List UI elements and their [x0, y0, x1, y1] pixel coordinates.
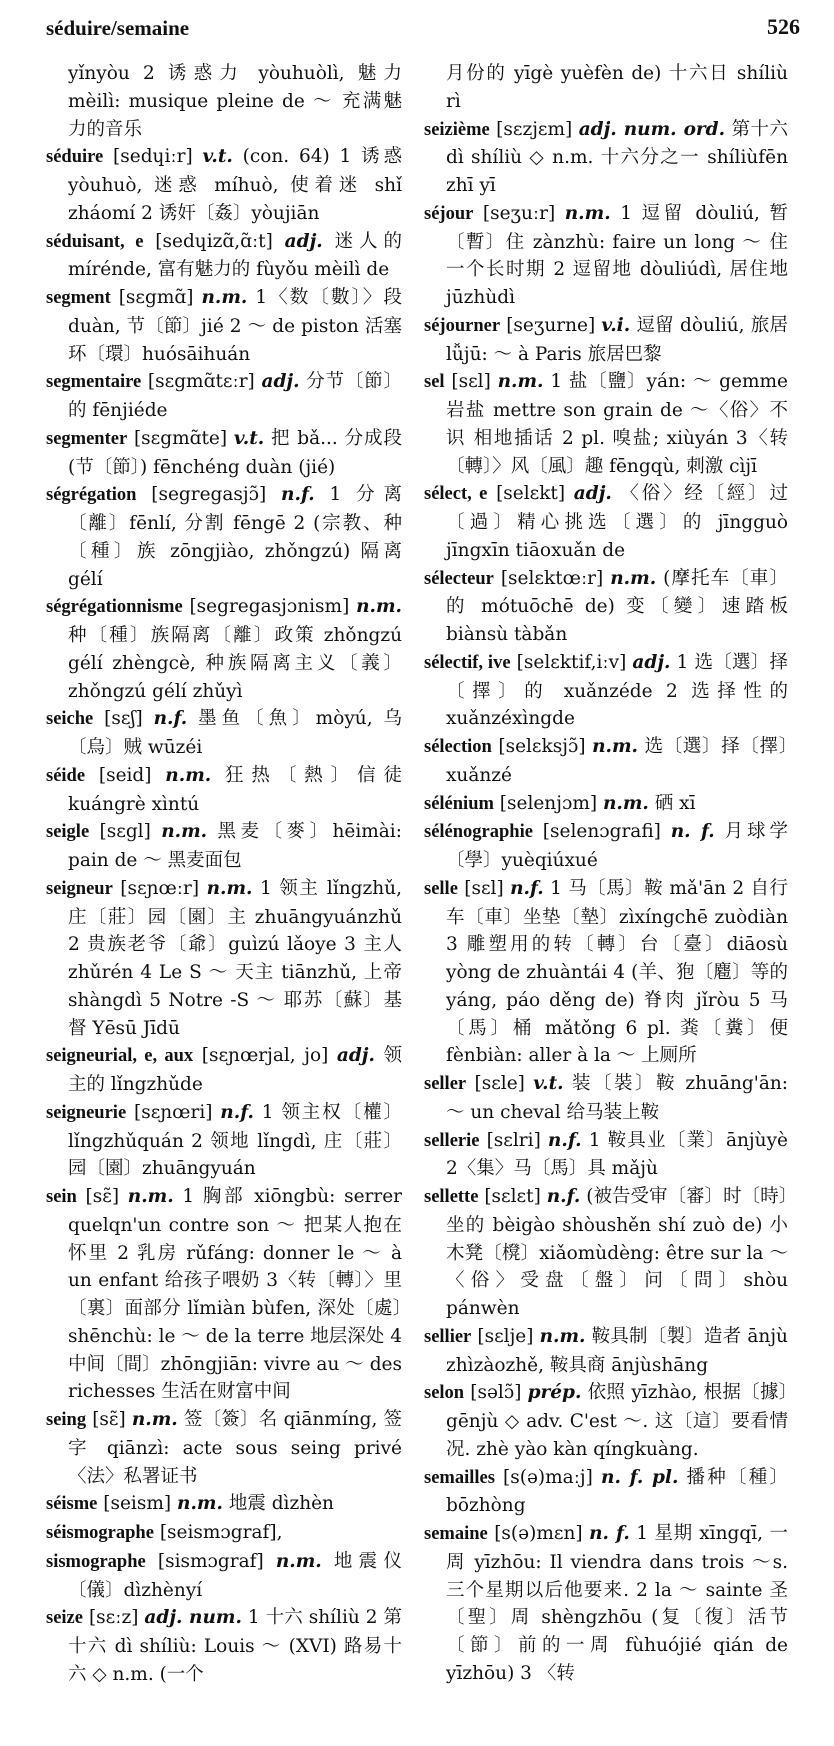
entry-headword: semailles: [424, 1467, 495, 1488]
entry-definition: 1 马〔馬〕鞍 mǎ'ān 2 自行车〔車〕坐垫〔墊〕zìxíngchē zuòdiàn 3 雕塑用的转〔轉〕台〔臺〕diāosù yòng de zhuàntái 4 (羊、狍〔麅〕等的 yáng, páo děng de) 脊肉 jǐròu 5 马〔馬〕桶 mǎtǒng 6 pl. 粪〔糞〕便 fènbiàn: aller à la ～ 上厕所: [446, 877, 788, 1067]
entry-definition: 1 盐〔鹽〕yán: ～ gemme 岩盐 mettre son grain de ～〈俗〉不识 相地插话 2 pl. 嗅盐; xiùyán 3〈转〔轉〕〉风〔風〕趣 fēngqù, 刺激 cìjī: [446, 371, 788, 477]
dictionary-entry: [424, 312, 788, 369]
entry-pronunciation: [sɛɲœːr]: [120, 877, 200, 899]
dictionary-entry: [424, 1183, 788, 1323]
entry-grammar: adj. num.: [144, 1607, 242, 1629]
continued-text: yǐnyòu 2 诱惑力 yòuhuòlì, 魅力 mèilì: musique pleine de ～ 充满魅力的音乐: [68, 63, 402, 140]
entry-headword: seizième: [424, 119, 490, 140]
entry-headword: ségrégationnisme: [46, 597, 183, 618]
entry-definition: 逗留 dòuliú, 旅居 lǚjū: ～ à Paris 旅居巴黎: [446, 314, 789, 365]
entry-grammar: n.f.: [547, 1129, 582, 1151]
entry-pronunciation: [sedɥiːr]: [113, 146, 193, 168]
entry-definition: 分节〔節〕的 fēnjiéde: [68, 371, 402, 421]
dictionary-entry: [424, 790, 788, 819]
dictionary-entry: [424, 1070, 788, 1127]
entry-definition: 签〔簽〕名 qiānmíng, 签字 qiānzì: acte sous seing privé〈法〉私署证书: [68, 1409, 402, 1487]
entry-pronunciation: [seʒuːr]: [482, 202, 556, 224]
entry-pronunciation: [sɛ̃]: [92, 1409, 126, 1430]
entry-headword: séjour: [424, 203, 474, 224]
entry-headword: sel: [424, 372, 445, 393]
entry-headword: seiche: [46, 709, 94, 730]
entry-headword: sélection: [424, 737, 492, 757]
entry-grammar: n.f.: [510, 877, 544, 899]
entry-grammar: n.m.: [177, 1493, 223, 1515]
entry-headword: sélénographie: [424, 822, 533, 843]
entry-headword: sellerie: [424, 1130, 480, 1151]
entry-headword: séjourner: [424, 315, 501, 336]
dictionary-entry: [424, 733, 788, 790]
entry-headword: sélectif, ive: [424, 652, 511, 673]
entry-grammar: adj. num. ord.: [578, 118, 726, 140]
entry-definition: (con. 64) 1 诱惑 yòuhuò, 迷惑 míhuò, 使着迷 shǐ zháomí 2 诱奸〔姦〕yòujiān: [68, 146, 402, 224]
entry-pronunciation: [sismɔgraf]: [157, 1550, 264, 1572]
entry-pronunciation: [segregasjɔ̃]: [151, 484, 267, 506]
entry-grammar: adj.: [336, 1045, 375, 1067]
entry-pronunciation: [seism]: [103, 1493, 172, 1515]
entry-definition: 1 星期 xīngqī, 一周 yīzhōu: Il viendra dans trois ～s. 三个星期以后他要来. 2 la ～ sainte 圣〔聖〕周 shèngzhōu (复〔復〕活节〔節〕前的一周 fùhuójié qián de yīzhōu) 3 〈转: [446, 1523, 788, 1684]
entry-definition: 地震 dìzhèn: [228, 1493, 334, 1515]
entry-pronunciation: [selenɔgrafi]: [542, 821, 661, 843]
entry-definition: 硒 xī: [654, 792, 696, 814]
entry-pronunciation: [sɛɲœrjal, jo]: [201, 1045, 329, 1067]
entry-grammar: n.f.: [281, 484, 315, 506]
dictionary-entry: [46, 1183, 402, 1406]
entry-pronunciation: [sɛgmɑ̃]: [118, 287, 194, 308]
entry-grammar: n.m.: [161, 821, 208, 843]
entry-grammar: n.m.: [275, 1550, 322, 1572]
entry-pronunciation: [sɛlɛt]: [484, 1186, 541, 1207]
dictionary-entry: [46, 705, 402, 762]
entry-grammar: n.m.: [206, 877, 253, 899]
entry-headword: ségrégation: [46, 485, 137, 506]
entry-grammar: n.m.: [131, 1409, 178, 1430]
entry-pronunciation: [sɛgl]: [99, 821, 151, 843]
entry-definition: 1 十六 shíliù 2 第十六 dì shíliù: Louis ～ (XVI) 路易十六 ◇ n.m. (一个: [68, 1607, 402, 1685]
entry-definition: 〈俗〉经〔經〕过〔過〕精心挑选〔選〕的 jīngguò jīngxīn tiāoxuǎn de: [446, 483, 788, 561]
dictionary-entry: [424, 1520, 788, 1688]
entry-headword: séismographe: [46, 1523, 154, 1543]
entry-headword: segment: [46, 288, 111, 308]
dictionary-entry: [424, 1379, 788, 1463]
entry-grammar: adj.: [261, 371, 300, 393]
dictionary-entry: [46, 1548, 402, 1605]
dictionary-entry: [424, 1127, 788, 1184]
entry-definition: 1 胸部 xiōngbù: serrer quelqn'un contre son ～ 把某人抱在怀里 2 乳房 rǔfáng: donner le ～ à un enfant 给孩子喂奶 3〈转〔轉〕〉里〔裏〕面部分 lǐmiàn bùfen, 深处〔處〕shēnchù: le ～ de la terre 地层深处 4 中间〔間〕zhōngjiān: vivre au ～ des richesses 生活在财富中间: [68, 1186, 403, 1403]
entry-headword: segmentaire: [46, 372, 142, 393]
entry-definition: 1 领主权〔權〕lǐngzhǔquán 2 领地 lǐngdì, 庄〔莊〕园〔園〕zhuāngyuán: [68, 1101, 403, 1180]
entry-definition: (被告受审〔審〕时〔時〕坐的 bèigào shòushěn shí zuò de) 小木凳〔櫈〕xiǎomùdèng: être sur la ～〈俗〉受盘〔盤〕问〔問〕shòu pánwèn: [446, 1186, 788, 1319]
dictionary-entry: [424, 116, 788, 200]
entry-definition: 播种〔種〕bōzhòng: [446, 1466, 788, 1517]
entry-grammar: n.m.: [610, 567, 657, 589]
guide-words: séduire/semaine: [46, 16, 190, 40]
entry-pronunciation: [sɛle]: [474, 1073, 525, 1094]
entry-definition: 狂热〔熱〕信徒 kuángrè xìntú: [68, 764, 402, 815]
entry-headword: sismographe: [46, 1551, 146, 1572]
dictionary-entry: [424, 649, 788, 733]
entry-grammar: n.m.: [201, 287, 248, 308]
entry-grammar: adj.: [632, 651, 671, 673]
dictionary-entry: [424, 1464, 788, 1521]
entry-definition: 鞍具制〔製〕造者 ānjù zhìzàozhě, 鞍具商 ānjùshāng: [446, 1325, 788, 1376]
entry-definition: 迷人的 mírénde, 富有魅力的 fùyǒu mèilì de: [68, 230, 402, 281]
left-column: [46, 60, 402, 1689]
dictionary-entry: [46, 1042, 402, 1099]
entry-definition: 装〔裝〕鞍 zhuāng'ān: ～ un cheval 给马装上鞍: [446, 1073, 789, 1123]
entry-headword: seigle: [46, 822, 90, 843]
entry-definition: 墨鱼〔魚〕mòyú, 乌〔烏〕贼 wūzéi: [68, 708, 402, 758]
entry-pronunciation: [seid]: [98, 764, 152, 786]
entry-headword: segmenter: [46, 428, 128, 449]
entry-headword: semaine: [424, 1524, 488, 1544]
dictionary-entry: [46, 1490, 402, 1519]
entry-pronunciation: [sɛɲœri]: [133, 1101, 213, 1123]
entry-pronunciation: [s(ə)maːj]: [503, 1466, 593, 1488]
entry-grammar: n.f.: [546, 1186, 581, 1207]
entry-definition: 第十六 dì shíliù ◇ n.m. 十六分之一 shíliùfēn zhī yī: [446, 118, 788, 196]
entry-headword: séisme: [46, 1494, 98, 1515]
entry-pronunciation: [sedɥizɑ̃,ɑ̃ːt]: [155, 230, 273, 252]
entry-pronunciation: [sɛʃ]: [104, 708, 143, 730]
entry-headword: selon: [424, 1383, 465, 1404]
entry-headword: sélénium: [424, 793, 494, 814]
entry-headword: séide: [46, 765, 86, 786]
entry-definition: 1 选〔選〕择〔擇〕的 xuǎnzéde 2 选择性的 xuǎnzéxìngde: [446, 651, 789, 730]
entry-headword: sélecteur: [424, 568, 494, 589]
entry-headword: seigneur: [46, 878, 113, 899]
entry-grammar: n.m.: [165, 764, 212, 786]
entry-headword: sellette: [424, 1187, 479, 1207]
entry-pronunciation: [sɛ̃]: [85, 1186, 120, 1207]
entry-pronunciation: [sɛgmɑ̃te]: [133, 427, 228, 449]
entry-grammar: v.t.: [533, 1073, 564, 1094]
entry-grammar: n.f.: [220, 1101, 254, 1123]
dictionary-entry: [46, 1519, 402, 1548]
right-column: [424, 60, 788, 1688]
entry-headword: seing: [46, 1410, 87, 1430]
entry-headword: sein: [46, 1187, 77, 1207]
entry-pronunciation: [sɛl]: [451, 371, 491, 393]
dictionary-entry: [424, 200, 788, 312]
entry-definition: 1〈数〔數〕〉段 duàn, 节〔節〕jié 2 ～ de piston 活塞环〔環〕huósāihuán: [68, 287, 403, 365]
dictionary-entry: [46, 875, 402, 1043]
entry-pronunciation: [selenjɔm]: [499, 792, 598, 814]
entry-grammar: n. f.: [589, 1523, 630, 1544]
entry-headword: seller: [424, 1074, 467, 1094]
dictionary-entry: [46, 1604, 402, 1688]
entry-definition: 选〔選〕择〔擇〕xuǎnzé: [446, 736, 788, 786]
entry-grammar: n. f. pl.: [601, 1466, 679, 1488]
entry-pronunciation: [sɛgmɑ̃tɛːr]: [147, 371, 255, 393]
entry-headword: seigneurie: [46, 1102, 127, 1123]
entry-grammar: v.t.: [233, 427, 265, 449]
dictionary-entry: [46, 1406, 402, 1490]
dictionary-entry: [46, 425, 402, 482]
entry-pronunciation: [seismɔgraf],: [159, 1522, 283, 1543]
entry-definition: 1 逗留 dòuliú, 暂〔暫〕住 zànzhù: faire un long ～ 住一个长时期 2 逗留地 dòuliúdì, 居住地 jūzhùdì: [446, 202, 788, 308]
entry-definition: 1 分离〔離〕fēnlí, 分割 fēngē 2 (宗教、种〔種〕族 zōngjiào, zhǒngzú) 隔离 gélí: [68, 484, 402, 590]
entry-headword: sellier: [424, 1326, 472, 1347]
entry-definition: 1 鞍具业〔業〕ānjùyè 2〈集〉马〔馬〕具 mǎjù: [446, 1129, 788, 1180]
entry-grammar: n.m.: [592, 736, 639, 757]
entry-grammar: adj.: [573, 483, 612, 505]
entry-pronunciation: [selɛktif,iːv]: [516, 651, 627, 673]
dictionary-entry: [424, 565, 788, 649]
entry-grammar: prép.: [527, 1382, 582, 1404]
entry-headword: séduisant, e: [46, 231, 144, 252]
entry-grammar: n.m.: [127, 1186, 174, 1207]
entry-grammar: n.m.: [497, 371, 544, 393]
dictionary-entry: [46, 762, 402, 819]
entry-grammar: v.i.: [601, 314, 631, 336]
entry-pronunciation: [seʒurne]: [506, 314, 596, 336]
dictionary-entry: [46, 1099, 402, 1183]
entry-grammar: n.f.: [153, 708, 188, 730]
dictionary-entry: [46, 284, 402, 368]
entry-grammar: n.m.: [539, 1325, 586, 1347]
entry-definition: 领主的 lǐngzhǔde: [68, 1045, 402, 1095]
entry-definition: 种〔種〕族隔离〔離〕政策 zhǒngzú gélí zhèngcè, 种族隔离主义〔義〕zhǒngzú gélí zhǔyì: [68, 625, 402, 702]
entry-pronunciation: [selɛkt]: [496, 483, 566, 505]
entry-definition: 地震仪〔儀〕dìzhènyí: [68, 1550, 402, 1601]
entry-definition: (摩托车〔車〕的 mótuōchē de) 变〔變〕速踏板 biànsù tàbǎn: [446, 567, 788, 645]
entry-grammar: n. f.: [670, 821, 715, 843]
entry-headword: seize: [46, 1608, 83, 1629]
dictionary-entry: [424, 818, 788, 875]
entry-pronunciation: [sɛːz]: [88, 1607, 139, 1629]
entry-pronunciation: [sɛlri]: [486, 1129, 541, 1151]
entry-pronunciation: [segregasjɔnism]: [189, 596, 350, 618]
dictionary-entry: [46, 818, 402, 875]
entry-pronunciation: [sɛl]: [464, 877, 504, 899]
page-number: 526: [767, 14, 800, 39]
entry-pronunciation: [sɛlje]: [477, 1325, 534, 1347]
dictionary-entry: [424, 875, 788, 1070]
entry-headword: seigneurial, e, aux: [46, 1046, 194, 1067]
entry-definition: 黑麦〔麥〕hēimài: pain de ～ 黑麦面包: [68, 821, 402, 871]
entry-pronunciation: [sɛzjɛm]: [496, 118, 573, 140]
entry-pronunciation: [selɛktœːr]: [500, 567, 604, 589]
dictionary-entry: [424, 1323, 788, 1380]
entry-grammar: n.m.: [602, 792, 649, 814]
entry-definition: 把 bǎ... 分成段(节〔節〕) fēnchéng duàn (jié): [68, 427, 402, 478]
entry-definition: 1 领主 lǐngzhǔ, 庄〔莊〕园〔園〕主 zhuāngyuánzhǔ 2 贵族老爷〔爺〕guìzú lǎoye 3 主人 zhǔrén 4 Le S ～ 天主 tiānzhǔ, 上帝 shàngdì 5 Notre -S ～ 耶苏〔蘇〕基督 Yēsū Jīdū: [68, 877, 402, 1039]
entry-definition: 月球学〔學〕yuèqiúxué: [446, 821, 788, 871]
entry-grammar: n.m.: [564, 202, 611, 224]
entry-headword: sélect, e: [424, 484, 488, 505]
entry-pronunciation: [selɛksjɔ̃]: [498, 736, 586, 757]
page-header: [40, 12, 800, 48]
entry-grammar: adj.: [284, 230, 323, 252]
dictionary-entry: [46, 368, 402, 425]
dictionary-entry: [46, 143, 402, 227]
entry-headword: selle: [424, 878, 458, 899]
dictionary-entry: [46, 481, 402, 593]
entry-grammar: v.t.: [202, 146, 233, 168]
entry-pronunciation: [s(ə)mɛn]: [494, 1523, 583, 1544]
dictionary-entry: [46, 593, 402, 705]
entry-pronunciation: [səlɔ̃]: [470, 1382, 522, 1404]
entry-headword: séduire: [46, 147, 104, 168]
dictionary-entry: [424, 368, 788, 480]
entry-grammar: n.m.: [356, 596, 402, 618]
entry-definition: 依照 yīzhào, 根据〔據〕gēnjù ◇ adv. C'est ～. 这〔這〕要看情况. zhè yào kàn qíngkuàng.: [446, 1382, 788, 1460]
dictionary-entry: [424, 480, 788, 564]
continued-text: 月份的 yīgè yuèfèn de) 十六日 shíliù rì: [446, 63, 788, 112]
dictionary-entry: [46, 228, 402, 285]
